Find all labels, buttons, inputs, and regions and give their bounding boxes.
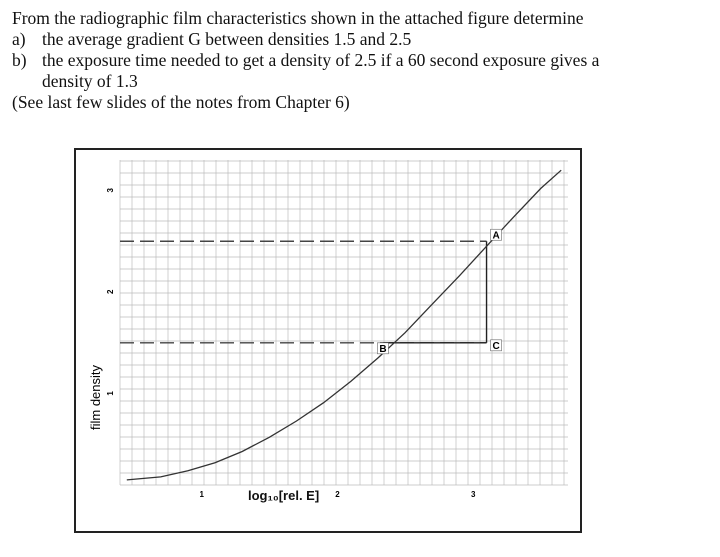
item-marker: a) <box>12 29 26 49</box>
gradient-triangle <box>383 241 486 343</box>
y-tick-label: 1 <box>106 391 115 396</box>
item-text: the exposure time needed to get a density of 2.5 if a 60 second exposure gives a <box>42 50 600 70</box>
x-tick-label: 2 <box>335 490 340 499</box>
point-label-c: C <box>492 340 500 352</box>
question-note: (See last few slides of the notes from Chapter 6) <box>12 92 350 112</box>
item-marker: b) <box>12 50 27 70</box>
x-tick-label: 1 <box>199 490 204 499</box>
x-tick-label: 3 <box>470 490 476 499</box>
point-label-b: B <box>379 343 387 355</box>
item-text: the average gradient G between densities 1.5 and 2.5 <box>42 29 412 49</box>
point-label-a: A <box>492 230 500 242</box>
question-intro: From the radiographic film characteristics shown in the attached figure determine <box>12 8 584 28</box>
y-axis-label: film density <box>88 364 103 430</box>
y-tick-label: 2 <box>106 289 115 295</box>
density-reference-lines <box>120 241 487 343</box>
x-axis-label: log₁₀[rel. E] <box>248 488 320 503</box>
y-tick-label: 3 <box>106 188 115 193</box>
chart-grid <box>120 160 568 485</box>
question-item-b-continuation: density of 1.3 <box>42 71 138 91</box>
